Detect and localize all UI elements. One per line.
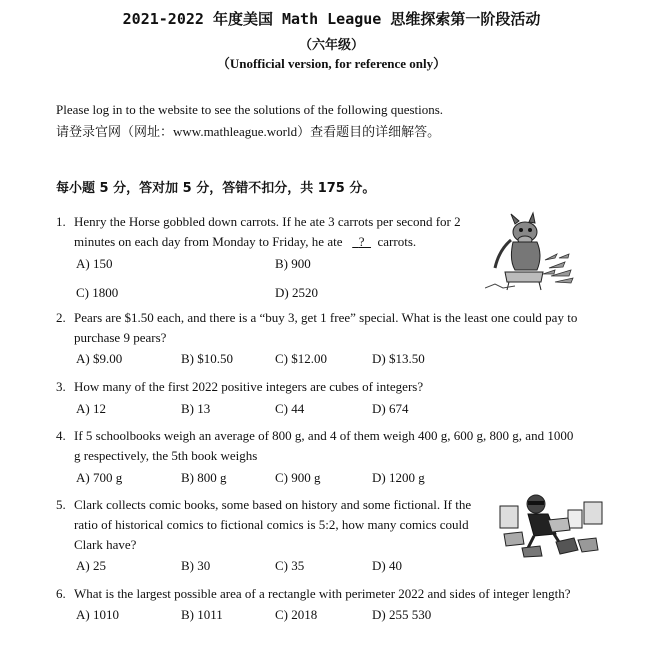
question-text-line: g respectively, the 5th book weighs	[74, 448, 258, 463]
option-b[interactable]: B) 900	[275, 256, 311, 271]
intro-english: Please log in to the website to see the solutions of the following questions.	[56, 102, 444, 117]
question-number: 2.	[56, 310, 66, 325]
option-c[interactable]: C) 35	[275, 558, 305, 573]
question-number: 1.	[56, 214, 66, 229]
option-b[interactable]: B) $10.50	[181, 351, 233, 366]
question-text-line: How many of the first 2022 positive integers are cubes of integers?	[74, 379, 424, 394]
option-c[interactable]: C) 2018	[275, 607, 318, 622]
option-d[interactable]: D) 2520	[275, 285, 318, 300]
option-d[interactable]: D) 674	[372, 401, 409, 416]
option-a[interactable]: A) 12	[76, 401, 106, 416]
grade-label: （六年级）	[298, 37, 364, 52]
question-text-line: Clark collects comic books, some based on history and some fictional. If the	[74, 497, 472, 512]
question-text-line	[74, 232, 416, 252]
question-number: 6.	[56, 586, 66, 601]
question-text-line: purchase 9 pears?	[74, 330, 167, 345]
question-text-line: Henry the Horse gobbled down carrots. If he ate 3 carrots per second for 2	[74, 214, 461, 229]
version-note: （Unofficial version, for reference only）	[216, 56, 447, 71]
question-text-line: Pears are $1.50 each, and there is a “buy 3, get 1 free” special. What is the least one could pay to	[74, 310, 578, 325]
question-number: 5.	[56, 497, 66, 512]
option-a[interactable]: A) 700 g	[76, 470, 123, 485]
question-number: 4.	[56, 428, 66, 443]
option-d[interactable]: D) 40	[372, 558, 402, 573]
scoring-rules: 每小题 5 分，答对加 5 分，答错不扣分，共 175 分。	[56, 181, 376, 196]
option-a[interactable]: A) $9.00	[76, 351, 123, 366]
option-c[interactable]: C) 900 g	[275, 470, 321, 485]
question-text-part: carrots.	[377, 234, 417, 249]
option-a[interactable]: A) 1010	[76, 607, 119, 622]
intro-chinese: 请登录官网（网址：www.mathleague.world）查看题目的详细解答。	[56, 124, 441, 139]
option-b[interactable]: B) 30	[181, 558, 211, 573]
option-c[interactable]: C) $12.00	[275, 351, 327, 366]
option-c[interactable]: C) 1800	[76, 285, 119, 300]
option-b[interactable]: B) 13	[181, 401, 211, 416]
question-number: 3.	[56, 379, 66, 394]
option-a[interactable]: A) 150	[76, 256, 113, 271]
option-b[interactable]: B) 1011	[181, 607, 223, 622]
option-d[interactable]: D) $13.50	[372, 351, 425, 366]
answer-blank: ?	[358, 234, 365, 249]
question-text-line: Clark have?	[74, 537, 137, 552]
option-a[interactable]: A) 25	[76, 558, 106, 573]
option-c[interactable]: C) 44	[275, 401, 305, 416]
horse-eating-carrots-illustration	[485, 210, 577, 292]
clark-reading-comics-illustration	[498, 490, 604, 558]
question-text-line: What is the largest possible area of a rectangle with perimeter 2022 and sides of integer length?	[74, 586, 571, 601]
question-text-line: ratio of historical comics to fictional comics is 5:2, how many comics could	[74, 517, 469, 532]
page-title: 2021-2022 年度美国 Math League 思维探索第一阶段活动	[122, 10, 541, 28]
option-d[interactable]: D) 255 530	[372, 607, 432, 622]
question-text-part: minutes on each day from Monday to Friday, he ate	[74, 234, 343, 249]
option-b[interactable]: B) 800 g	[181, 470, 227, 485]
question-text-line: If 5 schoolbooks weigh an average of 800 g, and 4 of them weigh 400 g, 600 g, 800 g, and 1000	[74, 428, 574, 443]
option-d[interactable]: D) 1200 g	[372, 470, 425, 485]
